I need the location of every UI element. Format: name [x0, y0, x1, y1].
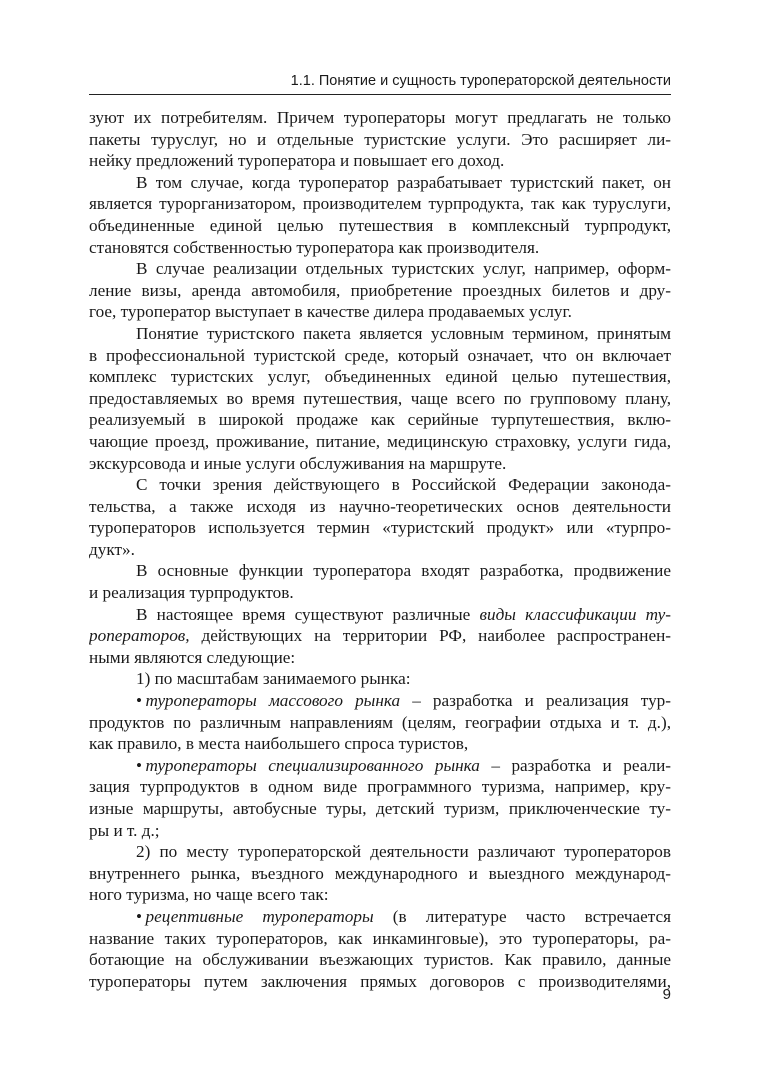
text-line: как правило, в места наибольшего спроса туристов, — [89, 734, 469, 754]
bullet-item — [89, 690, 671, 755]
text-line: продуктов по различным направлениям (целям, географии отдыха и т. д.), — [89, 712, 671, 732]
text-line: является турорганизатором, производителем турпродукта, так как туруслуги, — [89, 194, 671, 214]
text-line — [89, 906, 671, 928]
text-line: гое, туроператор выступает в качестве дилера продаваемых услуг. — [89, 302, 572, 322]
text-line: реализуемый в широкой продаже как серийные турпутешествия, вклю- — [89, 410, 671, 430]
paragraph — [89, 107, 671, 172]
text-line: объединенные единой целью путешествия в комплексный турпродукт, — [89, 215, 671, 235]
text-line: В случае реализации отдельных туристских услуг, например, оформ- — [136, 259, 671, 279]
list-heading — [89, 841, 671, 906]
text-line: комплекс туристских услуг, объединенных единой целью путешествия, — [89, 367, 671, 387]
text-line: туроператоров используется термин «туристский продукт» или «турпро- — [89, 518, 671, 538]
text-line: 2) по месту туроператорской деятельности различают туроператоров — [136, 842, 671, 862]
list-heading — [89, 668, 671, 690]
text-line: ление визы, аренда автомобиля, приобретение проездных билетов и дру- — [89, 280, 671, 300]
bullet-icon: • — [136, 691, 143, 711]
text-line: ного туризма, но чаще всего так: — [89, 885, 329, 905]
text-line: экскурсовода и иные услуги обслуживания на маршруте. — [89, 453, 507, 473]
text-line: В основные функции туроператора входят разработка, продвижение — [136, 561, 671, 581]
page-number: 9 — [662, 986, 671, 1003]
text-line: внутреннего рынка, въездного международного и выездного международ- — [89, 863, 671, 883]
text-line: ботающие на обслуживании въезжающих туристов. Как правило, данные — [89, 950, 671, 970]
bullet-icon: • — [136, 906, 143, 926]
paragraph — [89, 604, 671, 669]
text-line: тельства, а также исходя из научно-теоретических основ деятельности — [89, 496, 671, 516]
text-line: и реализация турпродуктов. — [89, 583, 294, 603]
text-run: (в литературе часто встречается — [373, 906, 671, 926]
text-line: ными являются следующие: — [89, 647, 296, 667]
running-header — [89, 72, 671, 95]
text-line: предоставляемых во время путешествия, чаще всего по групповому плану, — [89, 388, 671, 408]
text-line: туроператоры путем заключения прямых договоров с производителями, — [89, 971, 671, 991]
text-line: становятся собственностью туроператора как производителя. — [89, 237, 540, 257]
text-line: С точки зрения действующего в Российской Федерации законода- — [136, 475, 671, 495]
bullet-item — [89, 755, 671, 841]
emphasis-term: туроператоры специализированного рынка — [145, 755, 480, 775]
text-line: чающие проезд, проживание, питание, медицинскую страховку, услуги гида, — [89, 431, 671, 451]
bullet-icon: • — [136, 755, 143, 775]
text-line: нейку предложений туроператора и повышает его доход. — [89, 151, 505, 171]
text-run: – разработка и реализация тур- — [400, 691, 671, 711]
text-line: зация турпродуктов в одном виде программного туризма, например, кру- — [89, 777, 671, 797]
text-line: изные маршруты, автобусные туры, детский туризм, приключенческие ту- — [89, 799, 671, 818]
text-run: действующих на территории РФ, наиболее распространен- — [189, 626, 671, 646]
text-line — [89, 690, 671, 712]
paragraph — [89, 172, 671, 258]
text-line: 1) по масштабам занимаемого рынка: — [136, 669, 411, 689]
text-run: В настоящее время существуют различные — [136, 604, 480, 624]
paragraph — [89, 560, 671, 603]
text-line: зуют их потребителям. Причем туроператоры могут предлагать не только — [89, 108, 671, 127]
header-title: 1.1. Понятие и сущность туроператорской деятельности — [290, 73, 671, 89]
text-line: дукт». — [89, 539, 135, 559]
text-line: В том случае, когда туроператор разрабатывает туристский пакет, он — [136, 172, 671, 192]
emphasis-term: роператоров, — [89, 626, 190, 646]
text-line: в профессиональной туристской среде, который означает, что он включает — [89, 345, 671, 365]
text-line: Понятие туристского пакета является условным термином, принятым — [136, 323, 671, 343]
page-body — [89, 107, 671, 992]
bullet-item — [89, 906, 671, 992]
paragraph — [89, 258, 671, 323]
text-line: название таких туроператоров, как инкаминговые), это туроператоры, ра- — [89, 928, 671, 948]
text-line: пакеты туруслуг, но и отдельные туристские услуги. Это расширяет ли- — [89, 129, 671, 149]
emphasis-term: туроператоры массового рынка — [145, 691, 401, 711]
paragraph — [89, 323, 671, 474]
text-line — [89, 604, 671, 626]
text-line: ры и т. д.; — [89, 820, 160, 840]
text-line — [89, 625, 671, 647]
text-run: – разработка и реали- — [479, 755, 671, 775]
paragraph — [89, 474, 671, 560]
text-line — [89, 755, 671, 777]
emphasis-term: рецептивные туроператоры — [145, 906, 374, 926]
emphasis-term: виды классификации ту- — [479, 604, 671, 624]
